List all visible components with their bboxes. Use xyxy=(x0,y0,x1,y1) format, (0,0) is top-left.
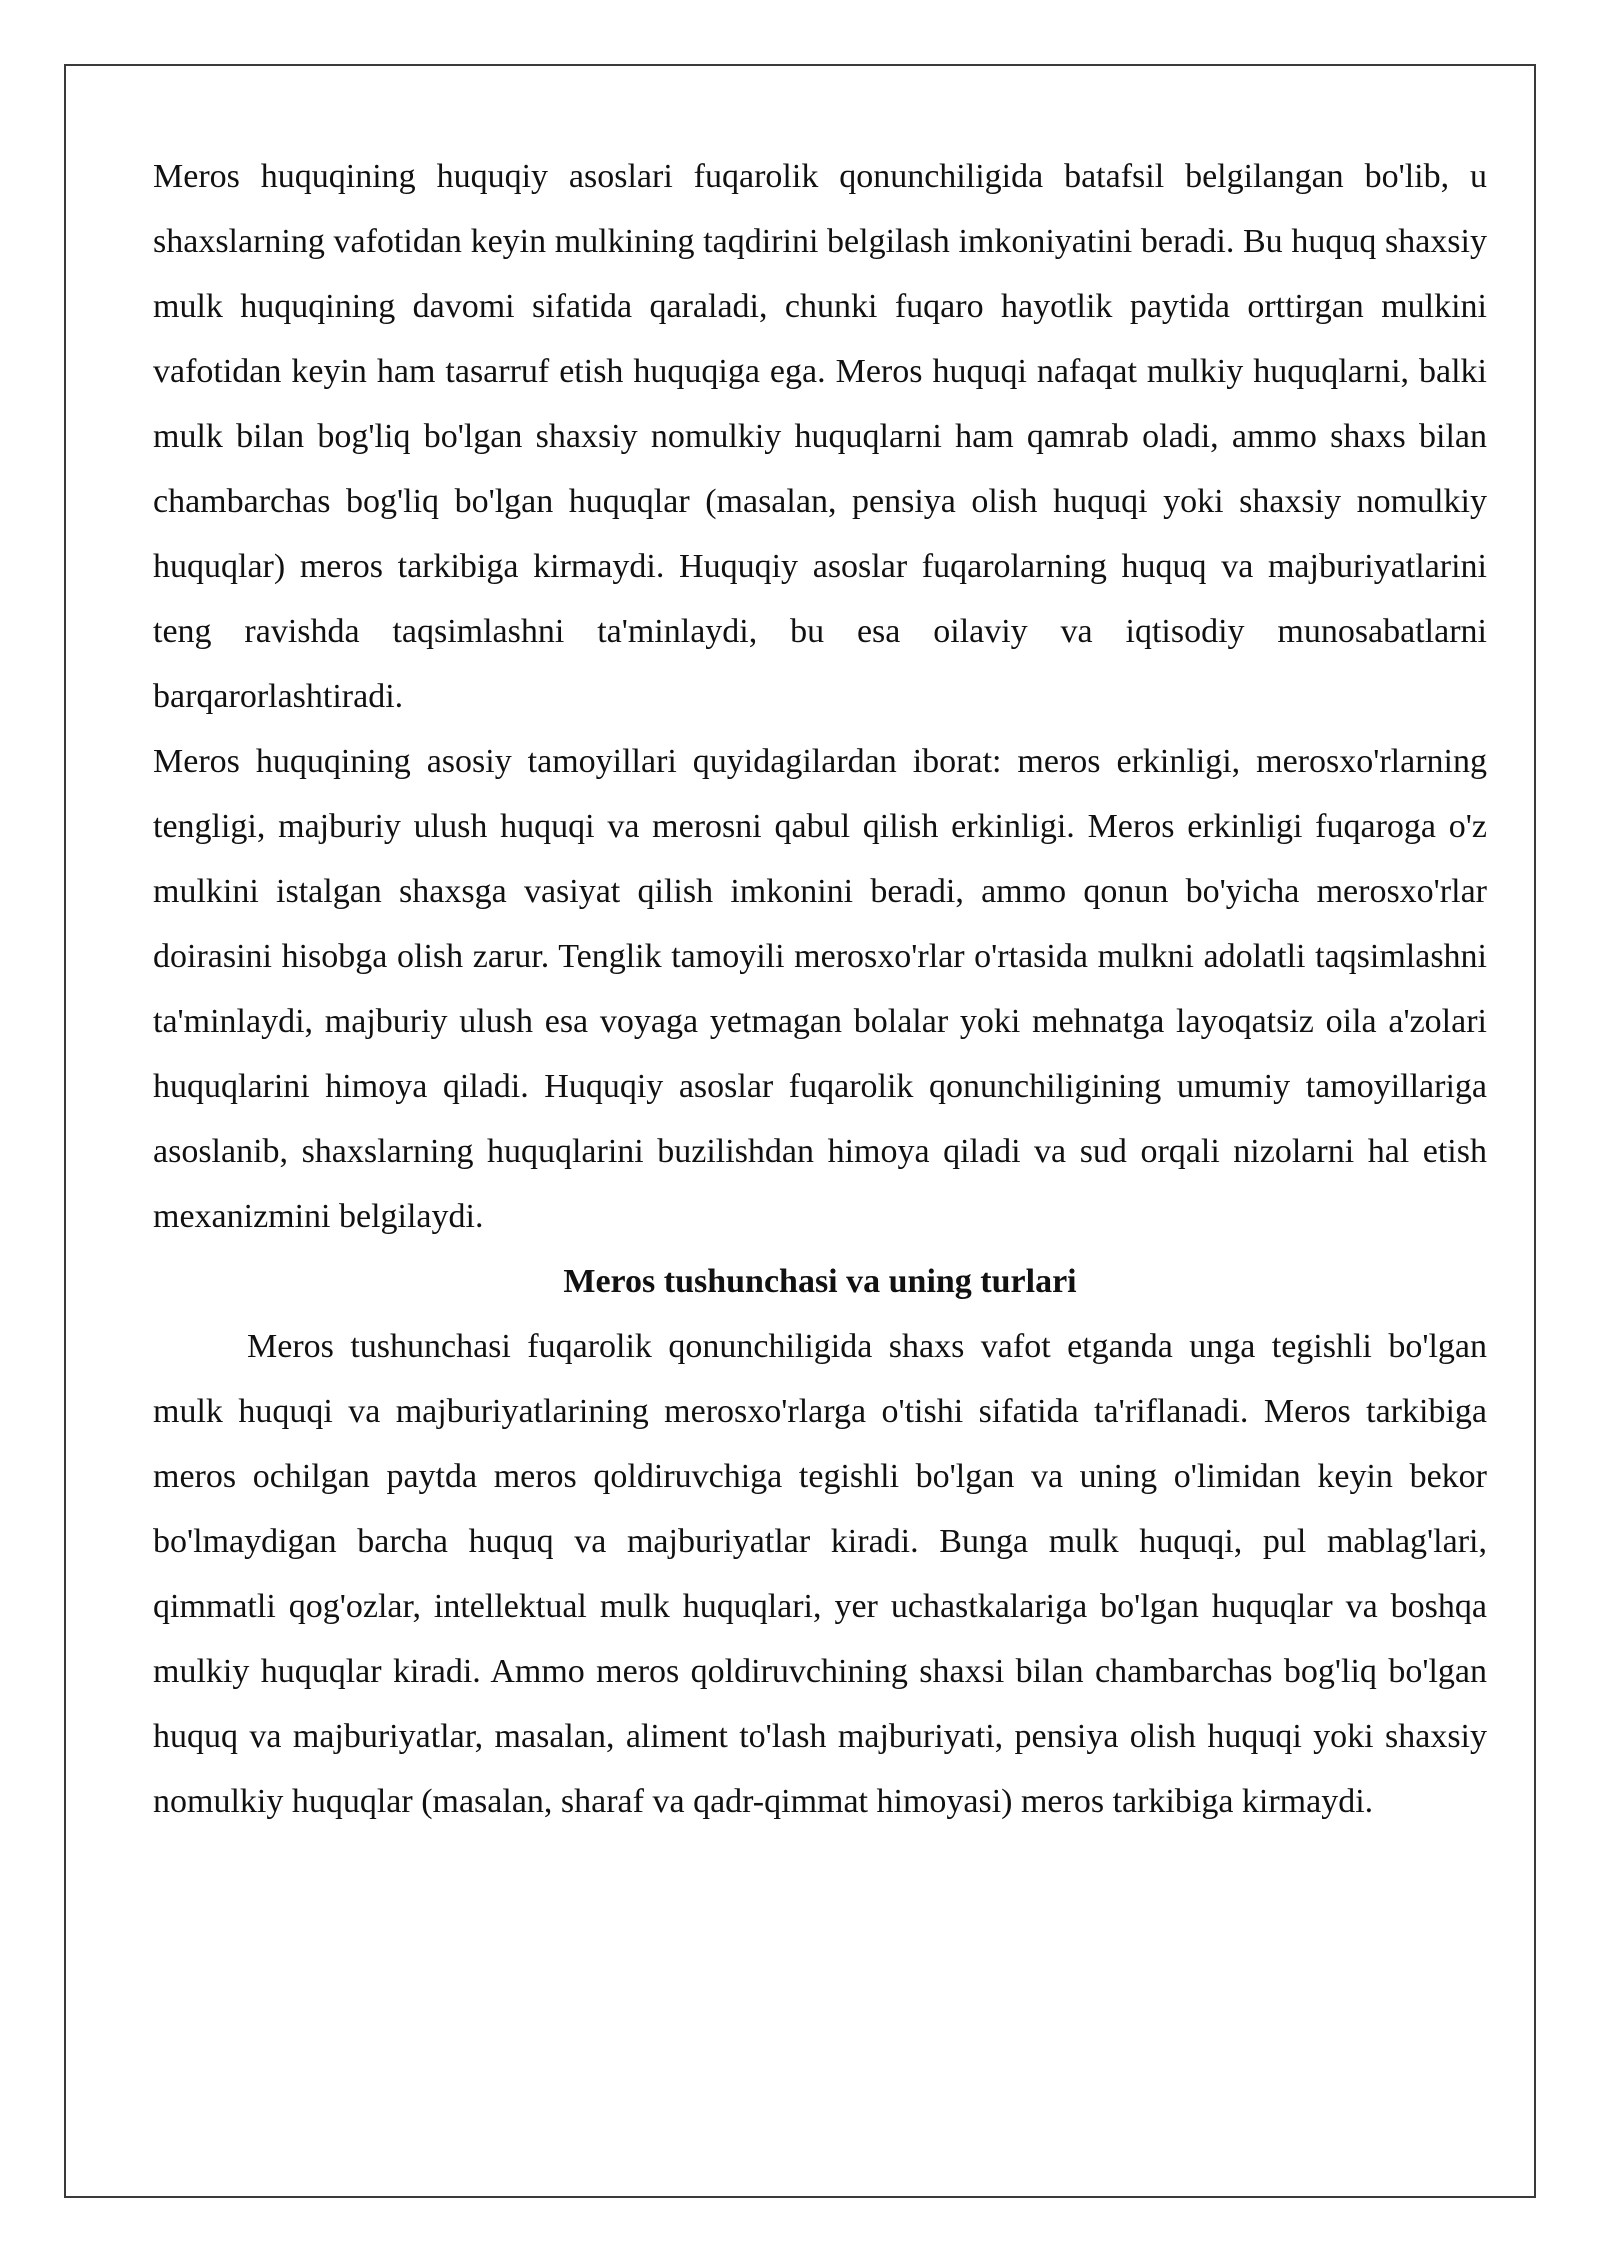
paragraph-legal-foundations: Meros huquqining huquqiy asoslari fuqarolik qonunchiligida batafsil belgilangan bo'lib, u shaxslarning vafotidan keyin mulkining taqdirini belgilash imkoniyatini beradi. Bu huquq shaxsiy mulk huquqining davomi sifatida qaraladi, chunki fuqaro hayotlik paytida orttirgan mulkini vafotidan keyin ham tasarruf etish huquqiga ega. Meros huquqi nafaqat mulkiy huquqlarni, balki mulk bilan bog'liq bo'lgan shaxsiy nomulkiy huquqlarni ham qamrab oladi, ammo shaxs bilan chambarchas bog'liq bo'lgan huquqlar (masalan, pensiya olish huquqi yoki shaxsiy nomulkiy huquqlar) meros tarkibiga kirmaydi. Huquqiy asoslar fuqarolarning huquq va majburiyatlarini teng ravishda taqsimlashni ta'minlaydi, bu esa oilaviy va iqtisodiy munosabatlarni barqarorlashtiradi. xyxy=(153,158,1487,715)
paragraph-principles: Meros huquqining asosiy tamoyillari quyidagilardan iborat: meros erkinligi, merosxo'rlarning tengligi, majburiy ulush huquqi va merosni qabul qilish erkinligi. Meros erkinligi fuqaroga o'z mulkini istalgan shaxsga vasiyat qilish imkonini beradi, ammo qonun bo'yicha merosxo'rlar doirasini hisobga olish zarur. Tenglik tamoyili merosxo'rlar o'rtasida mulkni adolatli taqsimlashni ta'minlaydi, majburiy ulush esa voyaga yetmagan bolalar yoki mehnatga layoqatsiz oila a'zolari huquqlarini himoya qiladi. Huquqiy asoslar fuqarolik qonunchiligining umumiy tamoyillariga asoslanib, shaxslarning huquqlarini buzilishdan himoya qiladi va sud orqali nizolarni hal etish mexanizmini belgilaydi. xyxy=(153,743,1487,1235)
paragraph-inheritance-concept: Meros tushunchasi fuqarolik qonunchiligida shaxs vafot etganda unga tegishli bo'lgan mulk huquqi va majburiyatlarining merosxo'rlarga o'tishi sifatida ta'riflanadi. Meros tarkibiga meros ochilgan paytda meros qoldiruvchiga tegishli bo'lgan va uning o'limidan keyin bekor bo'lmaydigan barcha huquq va majburiyatlar kiradi. Bunga mulk huquqi, pul mablag'lari, qimmatli qog'ozlar, intellektual mulk huquqlari, yer uchastkalariga bo'lgan huquqlar va boshqa mulkiy huquqlar kiradi. Ammo meros qoldiruvchining shaxsi bilan chambarchas bog'liq bo'lgan huquq va majburiyatlar, masalan, aliment to'lash majburiyati, pensiya olish huquqi yoki shaxsiy nomulkiy huquqlar (masalan, sharaf va qadr-qimmat himoyasi) meros tarkibiga kirmaydi. xyxy=(153,1328,1487,1820)
section-heading: Meros tushunchasi va uning turlari xyxy=(563,1263,1077,1300)
document-body xyxy=(153,144,1487,1834)
